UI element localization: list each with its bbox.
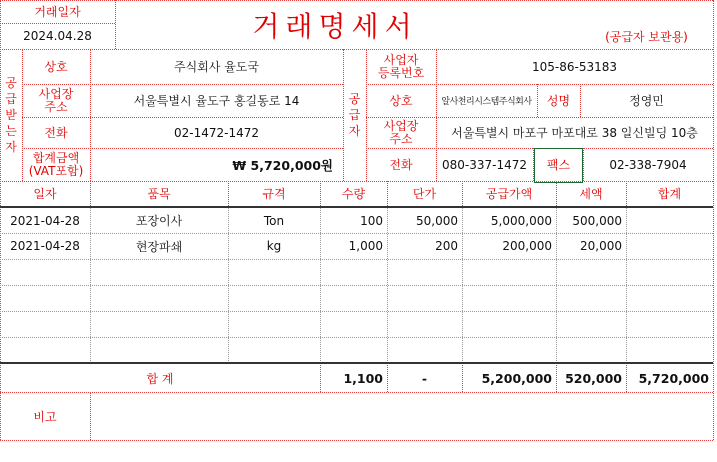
supplier-side-char: 급 — [348, 108, 361, 122]
supplier-fax-label: 팩스 — [546, 158, 571, 172]
table-row-empty[interactable] — [0, 337, 713, 362]
recipient-name-value: 주식회사 율도국 — [174, 60, 259, 74]
totals-unit-price: - — [421, 370, 428, 386]
recipient-total-label-line: 합계금액 — [32, 150, 80, 165]
recipient-address-value: 서울특별시 율도구 홍길동로 14 — [133, 94, 300, 108]
date-value: 2024.04.28 — [23, 29, 92, 43]
supplier-side-char: 자 — [348, 124, 361, 138]
supplier-address-label — [366, 117, 436, 148]
row-date[interactable]: 2021-04-28 — [10, 239, 80, 253]
column-header-quantity: 수량 — [341, 187, 366, 201]
supplier-name-label: 상호 — [389, 94, 413, 108]
column-header-supply: 공급가액 — [485, 187, 533, 201]
date-label: 거래일자 — [34, 5, 81, 19]
supplier-rep-label: 성명 — [546, 94, 571, 108]
row-unit-price[interactable]: 50,000 — [416, 213, 458, 228]
recipient-total-value: ₩ 5,720,000원 — [232, 157, 333, 173]
row-unit-price[interactable]: 200 — [435, 239, 458, 253]
totals-quantity: 1,100 — [343, 370, 383, 386]
recipient-phone-label: 전화 — [44, 126, 68, 140]
recipient-side-char: 는 — [5, 124, 17, 138]
supplier-regno-label — [366, 49, 436, 84]
recipient-side-char: 받 — [5, 108, 17, 122]
supplier-regno-label-line: 등록번호 — [377, 65, 425, 80]
remarks-label: 비고 — [33, 409, 57, 424]
column-header-item: 품목 — [147, 187, 171, 201]
recipient-name-label: 상호 — [44, 60, 68, 74]
supplier-side-label — [343, 49, 366, 181]
supplier-regno-label-line: 사업자 — [383, 52, 419, 67]
row-tax[interactable]: 20,000 — [580, 239, 622, 253]
table-row-empty[interactable] — [0, 311, 713, 337]
row-date[interactable]: 2021-04-28 — [10, 213, 80, 228]
row-spec[interactable]: Ton — [263, 213, 285, 228]
totals-supply: 5,200,000 — [481, 370, 552, 386]
row-quantity[interactable]: 1,000 — [348, 239, 383, 253]
totals-label: 합 계 — [146, 371, 174, 386]
row-sum[interactable] — [626, 233, 713, 259]
recipient-side-char: 공 — [5, 76, 17, 90]
supplier-phone-value: 080-337-1472 — [441, 157, 527, 172]
supplier-address-value: 서울특별시 마포구 마포대로 38 일신빌딩 10층 — [451, 126, 698, 140]
table-row-empty[interactable] — [0, 259, 713, 285]
totals-tax: 520,000 — [565, 370, 622, 386]
supplier-address-label-line: 사업장 — [383, 118, 419, 133]
recipient-phone-value: 02-1472-1472 — [173, 125, 259, 140]
recipient-side-char: 자 — [5, 140, 17, 154]
document-title: 거래명세서 — [252, 9, 418, 43]
table-row-empty[interactable] — [0, 285, 713, 311]
supplier-regno-value: 105-86-53183 — [531, 59, 617, 74]
column-header-sum: 합계 — [657, 187, 682, 201]
column-header-date: 일자 — [33, 187, 57, 201]
remarks-value[interactable] — [90, 392, 713, 440]
row-spec[interactable]: kg — [266, 239, 282, 253]
recipient-address-label-line: 사업장 — [38, 86, 74, 101]
recipient-total-label — [22, 148, 90, 181]
totals-sum: 5,720,000 — [638, 370, 709, 386]
row-sum[interactable] — [626, 208, 713, 233]
recipient-address-label-line: 주소 — [44, 99, 68, 114]
column-header-tax: 세액 — [579, 187, 603, 201]
supplier-rep-value: 정영민 — [629, 94, 664, 108]
column-header-unit-price: 단가 — [412, 187, 437, 201]
supplier-name-value: 알사천리시스템주식회사 — [441, 97, 532, 107]
row-supply[interactable]: 5,000,000 — [490, 213, 552, 228]
row-quantity[interactable]: 100 — [360, 213, 383, 228]
supplier-phone-label: 전화 — [389, 158, 413, 172]
recipient-address-label — [22, 84, 90, 117]
row-tax[interactable]: 500,000 — [572, 213, 622, 228]
supplier-address-label-line: 주소 — [389, 131, 413, 146]
row-item[interactable]: 현장파쇄 — [135, 239, 183, 254]
recipient-total-label-line: (VAT포함) — [28, 163, 84, 178]
column-header-spec: 규격 — [262, 187, 286, 201]
recipient-side-char: 급 — [5, 92, 17, 106]
supplier-side-char: 공 — [348, 92, 361, 106]
row-supply[interactable]: 200,000 — [502, 239, 552, 253]
recipient-side-label — [0, 49, 22, 181]
copy-note: (공급자 보관용) — [605, 30, 688, 44]
supplier-fax-value: 02-338-7904 — [609, 157, 687, 172]
row-item[interactable]: 포장이사 — [135, 214, 183, 228]
